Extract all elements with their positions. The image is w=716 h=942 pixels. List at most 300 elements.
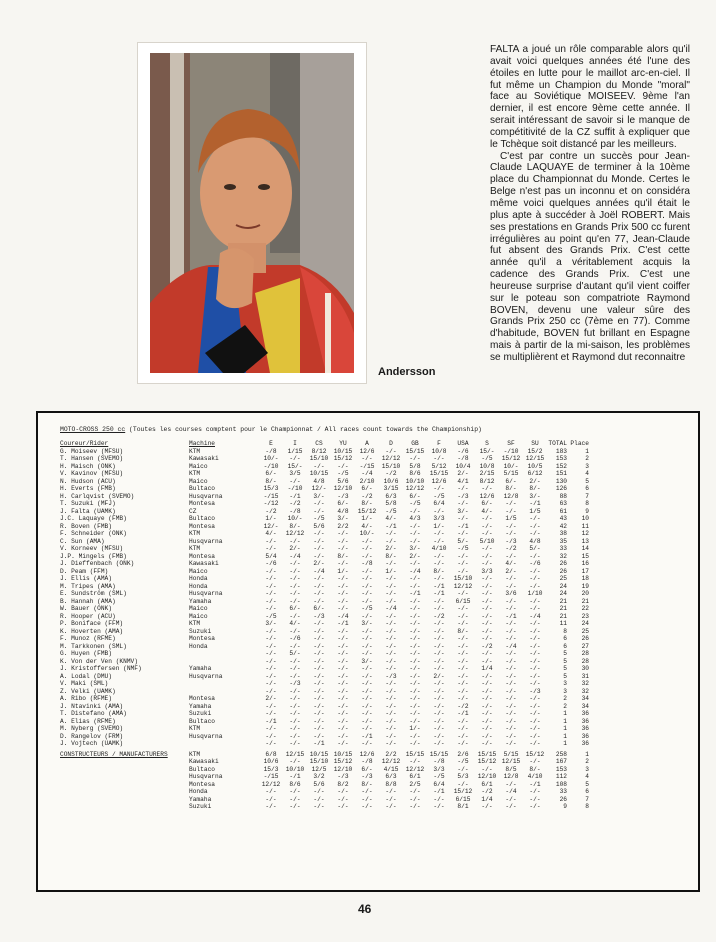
table-row bbox=[60, 448, 688, 456]
rider-photo bbox=[150, 53, 354, 373]
rider-machine: KTM bbox=[189, 530, 201, 537]
round-result: -/- bbox=[385, 732, 397, 740]
round-result: -/1 bbox=[313, 740, 325, 747]
round-result: -/- bbox=[313, 627, 325, 635]
round-result: 1/5 bbox=[529, 507, 541, 515]
round-result: -/- bbox=[433, 795, 445, 803]
round-result: 10/6 bbox=[383, 477, 399, 485]
round-result: 2/2 bbox=[337, 522, 349, 530]
round-result: 4/8 bbox=[313, 477, 325, 485]
round-result: -/- bbox=[529, 605, 541, 612]
round-result: 6/15 bbox=[455, 597, 471, 605]
table-row bbox=[60, 635, 688, 643]
round-result: -/8 bbox=[289, 507, 301, 515]
round-result: 10/- bbox=[263, 455, 279, 462]
round-result: -/- bbox=[289, 725, 301, 732]
round-result: -/- bbox=[409, 740, 421, 747]
round-result: -/- bbox=[313, 665, 325, 672]
final-place: 27 bbox=[581, 642, 589, 650]
round-result: -/- bbox=[265, 687, 277, 695]
round-result: -/- bbox=[481, 597, 493, 605]
total-points: 11 bbox=[559, 620, 567, 627]
article-paragraph: C'est par contre un succès pour Jean-Claude LAQUAYE de terminer à la 10ème place du Championnat du Monde. Certes le Belge n'est pas un inconnu et on considéra même voici quelques années qu'il était le plus apte à succéder à Joël ROBERT. Mais ses prestations en Grands Prix 500 cc furent irrégulières au point qu'en 77, Jean-Claude fut absent des Grands Prix. C'est cette année qu'il a véritablement acquis la cadence des Grands Prix. C'est une heureuse surprise d'autant qu'il vient coiffer sur le poteau son compatriote Raymond BOVEN, devenu une valeur sûre des Grands Prix 250 cc (7ème en 77). Comme d'habitude, BOVEN fut brillant en Espagne mais à partir de la mi-saison, les problèmes se multiplièrent et Raymond dut reconnaitre bbox=[490, 150, 690, 363]
final-place: 32 bbox=[581, 680, 589, 687]
rider-name: F. Munoz (RFME) bbox=[60, 635, 116, 642]
round-result: -/- bbox=[457, 500, 469, 507]
round-result: -/- bbox=[289, 788, 301, 795]
round-result: -/5 bbox=[337, 470, 349, 477]
rider-name: V. Kavinov (MFSU) bbox=[60, 470, 124, 477]
rider-name: M. Tarkkonen (SML) bbox=[60, 642, 127, 650]
rider-name: H. Carlqvist (SVEMO) bbox=[60, 492, 135, 500]
rider-name: T. Distefano (AMA) bbox=[60, 710, 127, 717]
round-result: -/- bbox=[337, 462, 349, 470]
round-result: -/4 bbox=[289, 552, 301, 560]
final-place: 34 bbox=[581, 702, 589, 710]
total-points: 1 bbox=[563, 740, 567, 747]
round-result: 15/12 bbox=[501, 455, 521, 462]
round-result: -/- bbox=[481, 710, 493, 717]
round-result: -/- bbox=[289, 455, 301, 462]
round-result: -/- bbox=[265, 732, 277, 740]
total-points: 43 bbox=[559, 515, 567, 522]
round-result: -/1 bbox=[385, 522, 397, 530]
round-result: -/- bbox=[505, 530, 517, 537]
round-result: -/- bbox=[361, 590, 373, 597]
round-result: 5/6 bbox=[313, 522, 325, 530]
rider-machine: Yamaha bbox=[189, 702, 212, 710]
round-result: -/- bbox=[481, 515, 493, 522]
final-place: 12 bbox=[581, 530, 589, 537]
round-result: -/- bbox=[481, 605, 493, 612]
round-result: 1/- bbox=[385, 567, 397, 575]
rider-machine: Honda bbox=[189, 575, 208, 582]
round-result: -/- bbox=[289, 590, 301, 597]
round-result: -/- bbox=[289, 740, 301, 747]
round-result: 1/- bbox=[265, 515, 277, 522]
round-result: 10/- bbox=[503, 462, 519, 470]
round-result: -/- bbox=[313, 597, 325, 605]
total-points: 8 bbox=[563, 627, 567, 635]
round-result: -/12 bbox=[263, 500, 279, 507]
round-result: -/- bbox=[385, 657, 397, 665]
round-result: -/- bbox=[337, 717, 349, 725]
rider-machine: Montesa bbox=[189, 500, 215, 507]
round-result: -/- bbox=[361, 680, 373, 687]
round-result: -/- bbox=[385, 717, 397, 725]
round-result: -/- bbox=[457, 590, 469, 597]
round-result: -/- bbox=[265, 590, 277, 597]
round-result: -/15 bbox=[263, 492, 279, 500]
round-result: 3/3 bbox=[433, 765, 445, 773]
round-result: -/- bbox=[313, 582, 325, 590]
round-result: 5/6 bbox=[313, 780, 325, 788]
round-result: -/- bbox=[385, 665, 397, 672]
round-result: -/- bbox=[505, 687, 517, 695]
round-result: -/4 bbox=[337, 612, 349, 620]
total-points: 61 bbox=[559, 507, 567, 515]
round-result: 2/- bbox=[457, 470, 469, 477]
round-result: 6/4 bbox=[433, 500, 445, 507]
round-result: -/- bbox=[361, 537, 373, 545]
round-result: -/- bbox=[385, 635, 397, 642]
round-result: -/- bbox=[361, 803, 373, 810]
total-points: 21 bbox=[559, 605, 567, 612]
round-result: -/- bbox=[529, 702, 541, 710]
constructor-spacer bbox=[60, 781, 189, 789]
round-result: 6/12 bbox=[527, 470, 543, 477]
rider-photo-frame bbox=[137, 42, 367, 384]
round-result: -/- bbox=[289, 732, 301, 740]
rider-name: J.C. Laquaye (FMB) bbox=[60, 515, 127, 522]
round-result: -/- bbox=[529, 575, 541, 582]
round-result: -/- bbox=[361, 687, 373, 695]
table-row bbox=[60, 758, 688, 766]
round-result: -/8 bbox=[361, 758, 373, 765]
round-result: -/- bbox=[433, 657, 445, 665]
round-result: -/- bbox=[289, 695, 301, 702]
rider-name: M. Tripes (AMA) bbox=[60, 582, 116, 590]
rider-name: D. Peam (FFM) bbox=[60, 567, 109, 575]
round-result: -/- bbox=[433, 642, 445, 650]
rider-rows bbox=[60, 448, 688, 748]
round-result: -/- bbox=[385, 582, 397, 590]
round-result: 8/12 bbox=[479, 477, 495, 485]
round-result: 4/- bbox=[481, 507, 493, 515]
rider-machine bbox=[189, 658, 259, 666]
round-result: 6/1 bbox=[481, 780, 493, 788]
round-result: 12/12 bbox=[453, 582, 473, 590]
final-place: 1 bbox=[585, 447, 589, 455]
round-result: 5/- bbox=[457, 537, 469, 545]
round-result: -/- bbox=[505, 575, 517, 582]
results-table bbox=[60, 426, 688, 811]
round-result: -/- bbox=[529, 650, 541, 657]
round-result: -/- bbox=[433, 725, 445, 732]
table-row bbox=[60, 523, 688, 531]
round-result: -/- bbox=[385, 687, 397, 695]
round-result: -/- bbox=[289, 477, 301, 485]
round-result: -/2 bbox=[385, 470, 397, 477]
round-result: -/- bbox=[409, 695, 421, 702]
round-result: -/- bbox=[433, 650, 445, 657]
round-result: 4/- bbox=[361, 522, 373, 530]
round-result: -/- bbox=[457, 620, 469, 627]
round-result: 1/- bbox=[337, 567, 349, 575]
round-result: -/2 bbox=[505, 545, 517, 552]
round-result: -/10 bbox=[503, 447, 519, 455]
round-result: -/- bbox=[505, 672, 517, 680]
table-row bbox=[60, 665, 688, 673]
final-place: 3 bbox=[585, 462, 589, 470]
round-result: -/- bbox=[409, 530, 421, 537]
round-result: -/- bbox=[385, 560, 397, 567]
round-result: -/- bbox=[337, 665, 349, 672]
round-result: -/- bbox=[409, 635, 421, 642]
round-result: -/- bbox=[409, 710, 421, 717]
round-result: -/- bbox=[313, 788, 325, 795]
round-result: -/- bbox=[337, 582, 349, 590]
round-result: -/15 bbox=[263, 773, 279, 780]
round-result: -/- bbox=[505, 740, 517, 747]
total-points: 26 bbox=[559, 560, 567, 567]
round-result: 2/- bbox=[409, 552, 421, 560]
round-result: -/- bbox=[289, 758, 301, 765]
rider-machine: Yamaha bbox=[189, 597, 212, 605]
rider-name: J. Kristoffersen (NMF) bbox=[60, 665, 142, 672]
round-result: -/- bbox=[409, 597, 421, 605]
round-result: -/- bbox=[289, 657, 301, 665]
round-result: 15/3 bbox=[263, 765, 279, 773]
rider-machine: Yamaha bbox=[189, 665, 212, 672]
final-place: 36 bbox=[581, 710, 589, 717]
round-result: -/- bbox=[481, 680, 493, 687]
round-result: 15/- bbox=[287, 462, 303, 470]
round-result: -/- bbox=[505, 507, 517, 515]
round-result: 5/15 bbox=[503, 470, 519, 477]
rider-name: N. Hudson (ACU) bbox=[60, 477, 116, 485]
final-place: 19 bbox=[581, 582, 589, 590]
round-result: 1/4 bbox=[481, 795, 493, 803]
col-place-header: Place bbox=[570, 439, 589, 447]
round-result: -/1 bbox=[457, 522, 469, 530]
round-result: -/3 bbox=[337, 773, 349, 780]
table-row bbox=[60, 508, 688, 516]
round-result: -/- bbox=[529, 732, 541, 740]
table-row bbox=[60, 688, 688, 696]
round-result: 8/- bbox=[337, 552, 349, 560]
round-result: -/- bbox=[457, 552, 469, 560]
round-result: -/- bbox=[529, 758, 541, 765]
final-place: 10 bbox=[581, 515, 589, 522]
col-machine-header: Machine bbox=[189, 439, 215, 447]
total-points: 5 bbox=[563, 665, 567, 672]
round-result: 8/- bbox=[457, 627, 469, 635]
rider-name: A. Lodal (DMU) bbox=[60, 672, 112, 680]
round-result: 5/- bbox=[289, 650, 301, 657]
round-result: 8/6 bbox=[289, 780, 301, 788]
round-result: 10/15 bbox=[333, 750, 353, 758]
rider-name: H. Everts (FMB) bbox=[60, 485, 116, 492]
rider-machine: Husqvarna bbox=[189, 590, 223, 597]
round-result: 5/12 bbox=[431, 462, 447, 470]
table-row bbox=[60, 733, 688, 741]
table-row bbox=[60, 515, 688, 523]
rider-machine: Honda bbox=[189, 582, 208, 590]
round-result: 1/10 bbox=[527, 590, 543, 597]
constructor-name: Montesa bbox=[189, 780, 215, 788]
round-result: -/- bbox=[409, 795, 421, 803]
round-result: 6/3 bbox=[385, 492, 397, 500]
total-points: 6 bbox=[563, 642, 567, 650]
round-result: -/- bbox=[337, 642, 349, 650]
round-result: -/- bbox=[529, 635, 541, 642]
round-result: -/- bbox=[337, 803, 349, 810]
round-result: -/- bbox=[481, 627, 493, 635]
final-place: 6 bbox=[585, 485, 589, 492]
round-result: -/1 bbox=[433, 582, 445, 590]
round-result: 8/12 bbox=[311, 447, 327, 455]
round-result: -/2 bbox=[265, 507, 277, 515]
round-result: -/- bbox=[265, 635, 277, 642]
round-result: -/- bbox=[289, 560, 301, 567]
constructor-spacer bbox=[60, 758, 189, 766]
round-result: -/- bbox=[385, 537, 397, 545]
round-result: -/3 bbox=[529, 687, 541, 695]
round-result: 5/6 bbox=[337, 477, 349, 485]
total-points: 258 bbox=[555, 750, 567, 758]
round-result: -/- bbox=[337, 537, 349, 545]
round-result: -/1 bbox=[409, 590, 421, 597]
final-place: 1 bbox=[585, 750, 589, 758]
round-result: -/- bbox=[481, 485, 493, 492]
round-result: 15/12 bbox=[453, 788, 473, 795]
round-result: -/- bbox=[337, 795, 349, 803]
round-result: 2/- bbox=[505, 567, 517, 575]
rider-name: M. Nyberg (SVEMO) bbox=[60, 725, 124, 732]
round-result: -/- bbox=[481, 650, 493, 657]
round-result: -/- bbox=[337, 627, 349, 635]
rider-machine: Husqvarna bbox=[189, 537, 223, 545]
round-result: -/2 bbox=[433, 612, 445, 620]
round-result: -/- bbox=[457, 765, 469, 773]
round-result: -/- bbox=[289, 717, 301, 725]
round-result: -/- bbox=[361, 725, 373, 732]
round-result: -/1 bbox=[361, 732, 373, 740]
round-result: -/- bbox=[265, 582, 277, 590]
rider-name: K. Von der Ven (KNMV) bbox=[60, 657, 138, 665]
table-row bbox=[60, 590, 688, 598]
final-place: 8 bbox=[585, 500, 589, 507]
round-result: -/- bbox=[481, 560, 493, 567]
round-result: -/- bbox=[361, 740, 373, 747]
round-result: -/4 bbox=[409, 567, 421, 575]
round-result: 15/15 bbox=[477, 750, 497, 758]
rider-name: G. Moiseev (MFSU) bbox=[60, 447, 124, 455]
rider-machine: Kawasaki bbox=[189, 560, 219, 567]
table-row bbox=[60, 605, 688, 613]
round-result: -/- bbox=[433, 560, 445, 567]
round-result: -/- bbox=[313, 687, 325, 695]
round-result: 12/15 bbox=[285, 750, 305, 758]
round-result: -/- bbox=[433, 665, 445, 672]
round-result: -/- bbox=[361, 635, 373, 642]
round-result: -/1 bbox=[337, 620, 349, 627]
total-points: 108 bbox=[555, 780, 567, 788]
round-result: 4/3 bbox=[409, 515, 421, 522]
round-result: 10/5 bbox=[527, 462, 543, 470]
round-result: -/- bbox=[433, 455, 445, 462]
table-row bbox=[60, 500, 688, 508]
round-result: -/- bbox=[313, 590, 325, 597]
round-result: -/- bbox=[409, 642, 421, 650]
photo-caption: Andersson bbox=[378, 366, 436, 378]
round-result: -/- bbox=[265, 803, 277, 810]
round-result: -/- bbox=[337, 650, 349, 657]
round-result: -/- bbox=[529, 717, 541, 725]
round-result: -/- bbox=[529, 710, 541, 717]
round-result: 2/- bbox=[313, 560, 325, 567]
round-result: -/- bbox=[409, 582, 421, 590]
round-result: -/- bbox=[361, 545, 373, 552]
round-result: -/- bbox=[505, 582, 517, 590]
round-result: -/- bbox=[433, 803, 445, 810]
final-place: 7 bbox=[585, 492, 589, 500]
rider-name: K. Hoverten (AMA) bbox=[60, 627, 124, 635]
round-result: -/- bbox=[385, 788, 397, 795]
round-result: -/6 bbox=[289, 635, 301, 642]
round-result: -/- bbox=[457, 657, 469, 665]
round-result: -/- bbox=[529, 680, 541, 687]
table-row bbox=[60, 613, 688, 621]
constructors-title: CONSTRUCTEURS / MANUFACTURERS bbox=[60, 750, 168, 758]
final-place: 9 bbox=[585, 507, 589, 515]
col-round-header: A bbox=[365, 439, 369, 447]
round-result: 6/- bbox=[409, 492, 421, 500]
round-result: -/- bbox=[385, 725, 397, 732]
round-result: -/- bbox=[505, 657, 517, 665]
final-place: 5 bbox=[585, 780, 589, 788]
col-round-header: F bbox=[437, 439, 441, 447]
round-result: 10/10 bbox=[405, 477, 425, 485]
round-result: 15/10 bbox=[453, 575, 473, 582]
round-result: -/3 bbox=[313, 612, 325, 620]
round-result: 8/8 bbox=[385, 780, 397, 788]
table-row bbox=[60, 560, 688, 568]
round-result: -/- bbox=[337, 672, 349, 680]
round-result: 15/15 bbox=[405, 750, 425, 758]
round-result: -/- bbox=[385, 680, 397, 687]
total-points: 167 bbox=[555, 758, 567, 765]
rider-machine bbox=[189, 688, 259, 696]
round-result: 10/- bbox=[359, 530, 375, 537]
rider-name: A. Ribo (RFME) bbox=[60, 695, 112, 702]
constructor-spacer bbox=[60, 803, 189, 811]
round-result: -/- bbox=[481, 620, 493, 627]
round-result: -/- bbox=[433, 575, 445, 582]
round-result: 12/15 bbox=[501, 758, 521, 765]
round-result: -/- bbox=[265, 788, 277, 795]
table-row bbox=[60, 583, 688, 591]
round-result: -/- bbox=[361, 627, 373, 635]
round-result: -/- bbox=[361, 567, 373, 575]
round-result: -/- bbox=[481, 717, 493, 725]
round-result: -/- bbox=[337, 590, 349, 597]
round-result: 10/8 bbox=[479, 462, 495, 470]
total-points: 5 bbox=[563, 650, 567, 657]
round-result: -/- bbox=[457, 485, 469, 492]
round-result: -/- bbox=[409, 680, 421, 687]
table-row bbox=[60, 553, 688, 561]
rider-machine: Montesa bbox=[189, 635, 215, 642]
total-points: 33 bbox=[559, 788, 567, 795]
total-points: 26 bbox=[559, 795, 567, 803]
round-result: -/- bbox=[481, 765, 493, 773]
round-result: -/- bbox=[409, 717, 421, 725]
round-result: 12/12 bbox=[405, 485, 425, 492]
round-result: 3/- bbox=[337, 515, 349, 522]
table-row bbox=[60, 788, 688, 796]
final-place: 6 bbox=[585, 788, 589, 795]
round-result: -/- bbox=[265, 665, 277, 672]
round-result: -/- bbox=[337, 597, 349, 605]
round-result: -/- bbox=[505, 803, 517, 810]
round-result: -/5 bbox=[361, 605, 373, 612]
round-result: -/- bbox=[313, 642, 325, 650]
round-result: 10/10 bbox=[285, 765, 305, 773]
round-result: -/- bbox=[529, 665, 541, 672]
round-result: -/- bbox=[409, 575, 421, 582]
